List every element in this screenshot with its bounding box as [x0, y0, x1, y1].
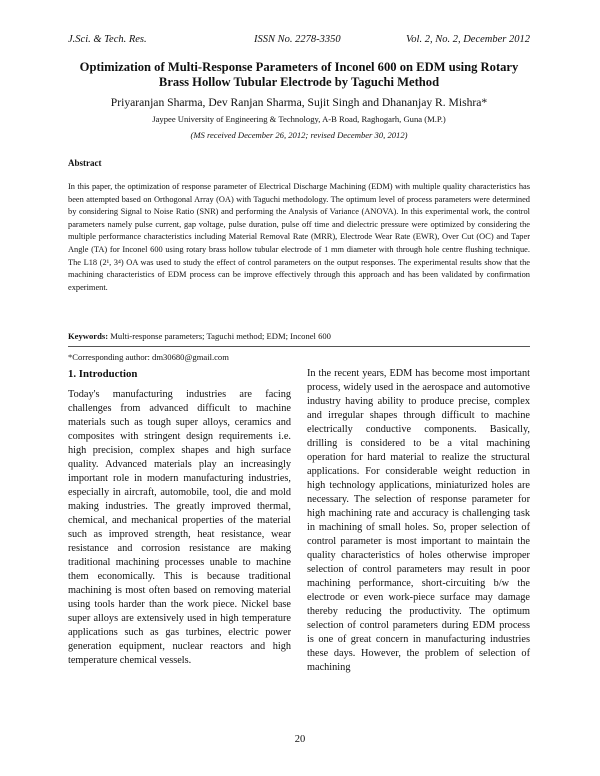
received-dates: (MS received December 26, 2012; revised December 30, 2012)	[190, 130, 408, 140]
paper-title: Optimization of Multi-Response Parameters of Inconel 600 on EDM using Rotary Brass Hollow Tubular Electrode by Taguchi Method	[79, 60, 519, 89]
column-left	[68, 367, 291, 668]
page-number: 20	[294, 734, 306, 745]
keywords	[68, 331, 530, 341]
volume-info: Vol. 2, No. 2, December 2012	[406, 34, 530, 45]
author-list: Priyaranjan Sharma, Dev Ranjan Sharma, Sujit Singh and Dhananjay R. Mishra*	[110, 96, 488, 109]
intro-left-text: Today's manufacturing industries are facing challenges from advanced difficult to machine materials such as tough super alloys, ceramics and composites with stringent design requirements i.e. high precision, complex shapes and high surface quality. Advanced materials play an increasingly important role in modern manufacturing industries, especially in aircraft, automobile, tool, die and mold making industries. The greatly improved thermal, chemical, and mechanical properties of the material such as improved strength, heat resistance, wear resistance and corrosion resistance are making traditional machining processes unable to machine them economically. This is because traditional machining is most often based on removing material using tools harder than the work piece. Nickel base super alloys are extensively used in high temperature applications such as gas turbines, electric power generation equipment, nuclear reactors and high temperature chemical vessels.	[68, 389, 291, 666]
affiliation: Jaypee University of Engineering & Technology, A-B Road, Raghogarh, Guna (M.P.)	[152, 114, 446, 124]
keywords-text: Multi-response parameters; Taguchi method; EDM; Inconel 600	[110, 331, 331, 341]
issn: ISSN No. 2278-3350	[254, 34, 341, 45]
journal-name: J.Sci. & Tech. Res.	[68, 34, 147, 45]
section-title: 1. Introduction	[68, 368, 138, 380]
corresponding-author: *Corresponding author: dm30680@gmail.com	[68, 352, 229, 362]
abstract-text: In this paper, the optimization of response parameter of Electrical Discharge Machining (EDM) with multiple quality characteristics has been attempted based on Orthogonal Array (OA) with Taguchi methodology. The optimum level of process parameters were determined by considering Signal to Noise Ratio (SNR) and performing the Analysis of Variance (ANOVA). In this experimental work, the control parameters namely pulse current, gap voltage, pulse duration, pulse off time and dielectric pressure were optimized by considering the multiple performance characteristics including Material Removal Rate (MRR), Electrode Wear Rate (EWR), Over Cut (OC) and Taper Angle (TA) for Inconel 600 using rotary brass hollow tubular electrode of 1 mm diameter with through hole centre flushing technique. The L18 (2¹, 3⁴) OA was used to study the effect of control parameters on the output responses. The experimental results show that the machining characteristics of EDM process can be improve effectively through this approach and has been validated by confirmation experiment.	[68, 182, 530, 292]
intro-right-text: In the recent years, EDM has become most important process, widely used in the aerospace and automotive industry having ability to produce precise, complex and irregular shapes through difficult to machine electrically conductive components. Basically, drilling is considered to be a vital machining operation for hard material to realize the structural applications. For considerable weight reduction in high technology applications, miniaturized holes are necessary. The selection of response parameter for high machining rate and accuracy is challenging task in machining of small holes. So, proper selection of control parameter is most important to maintain the quality characteristics of holes otherwise improper selection of control parameters may result in poor machining performance, short-circuiting b/w the electrode or even work-piece surface may damage thereby reducing the productivity. The optimum selection of control parameters during EDM process is one of great concern in manufacturing industries these days. However, the problem of selection of machining	[307, 368, 530, 673]
keywords-label: Keywords:	[68, 331, 109, 341]
abstract-heading: Abstract	[68, 158, 102, 168]
column-right	[307, 367, 530, 675]
divider	[68, 346, 530, 347]
